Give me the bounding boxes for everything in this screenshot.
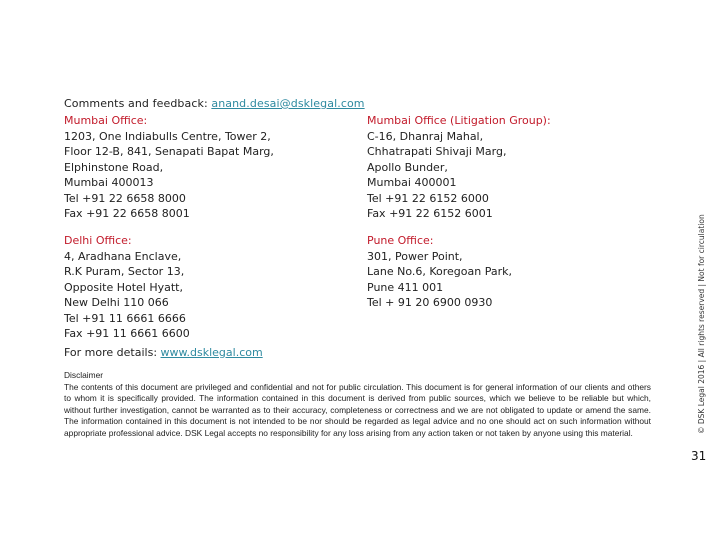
address-line: Opposite Hotel Hyatt,: [64, 280, 183, 294]
disclaimer-title: Disclaimer: [64, 370, 104, 380]
phone-line: Tel +91 11 6661 6666: [64, 311, 186, 325]
address-line: 301, Power Point,: [367, 249, 463, 263]
phone-line: Tel + 91 20 6900 0930: [367, 296, 493, 309]
address-line: Chhatrapati Shivaji Marg,: [367, 145, 507, 158]
comments-line: [64, 97, 365, 110]
comments-label: Comments and feedback:: [64, 97, 208, 110]
fax-line: Fax +91 22 6152 6001: [367, 207, 493, 220]
more-details-line: [64, 346, 263, 359]
copyright-sidebar: © DSK Legal 2016 | All rights reserved | Not for circulation: [697, 214, 706, 434]
address-line: C-16, Dhanraj Mahal,: [367, 129, 484, 143]
fax-line: Fax +91 22 6658 8001: [64, 207, 190, 220]
office-title: Mumbai Office (Litigation Group):: [367, 114, 551, 127]
address-line: Mumbai 400001: [367, 176, 457, 189]
fax-line: Fax +91 11 6661 6600: [64, 327, 190, 340]
address-line: R.K Puram, Sector 13,: [64, 265, 185, 278]
page-number: 31: [691, 449, 707, 463]
phone-line: Tel +91 22 6658 8000: [64, 191, 186, 205]
phone-line: Tel +91 22 6152 6000: [367, 191, 489, 205]
office-title: Pune Office:: [367, 234, 434, 247]
more-details-label: For more details:: [64, 346, 158, 359]
website-link[interactable]: www.dsklegal.com: [160, 346, 263, 359]
address-line: Apollo Bunder,: [367, 160, 448, 174]
address-line: Elphinstone Road,: [64, 160, 164, 174]
address-line: 4, Aradhana Enclave,: [64, 249, 182, 263]
address-line: New Delhi 110 066: [64, 296, 169, 309]
address-line: Pune 411 001: [367, 280, 444, 294]
office-delhi: [64, 233, 190, 342]
office-pune: [367, 233, 512, 311]
office-mumbai-litigation: [367, 113, 551, 222]
disclaimer: [64, 370, 651, 440]
disclaimer-body: The contents of this document are privileged and confidential and not for public circulation. This document is for general information of our clients and others to whom it is specifically provided. The information contained in this document is derived from public sources, which we believe to be reliable but which, without further investigation, cannot be warranted as to their accuracy, completeness or correctness and we are not obligated to update or amend the same. The information contained in this document is not intended to be nor should be regarded as legal advice and no one should act on such information without appropriate professional advice. DSK Legal accepts no responsibility for any loss arising from any action taken or not taken by anyone using this material.: [64, 381, 651, 438]
office-title: Delhi Office:: [64, 234, 132, 247]
address-line: Lane No.6, Koregoan Park,: [367, 265, 512, 278]
address-line: Floor 12-B, 841, Senapati Bapat Marg,: [64, 145, 274, 158]
office-title: Mumbai Office:: [64, 114, 148, 127]
office-mumbai: [64, 113, 274, 222]
address-line: 1203, One Indiabulls Centre, Tower 2,: [64, 129, 271, 143]
feedback-email-link[interactable]: anand.desai@dsklegal.com: [211, 97, 365, 110]
address-line: Mumbai 400013: [64, 176, 154, 189]
